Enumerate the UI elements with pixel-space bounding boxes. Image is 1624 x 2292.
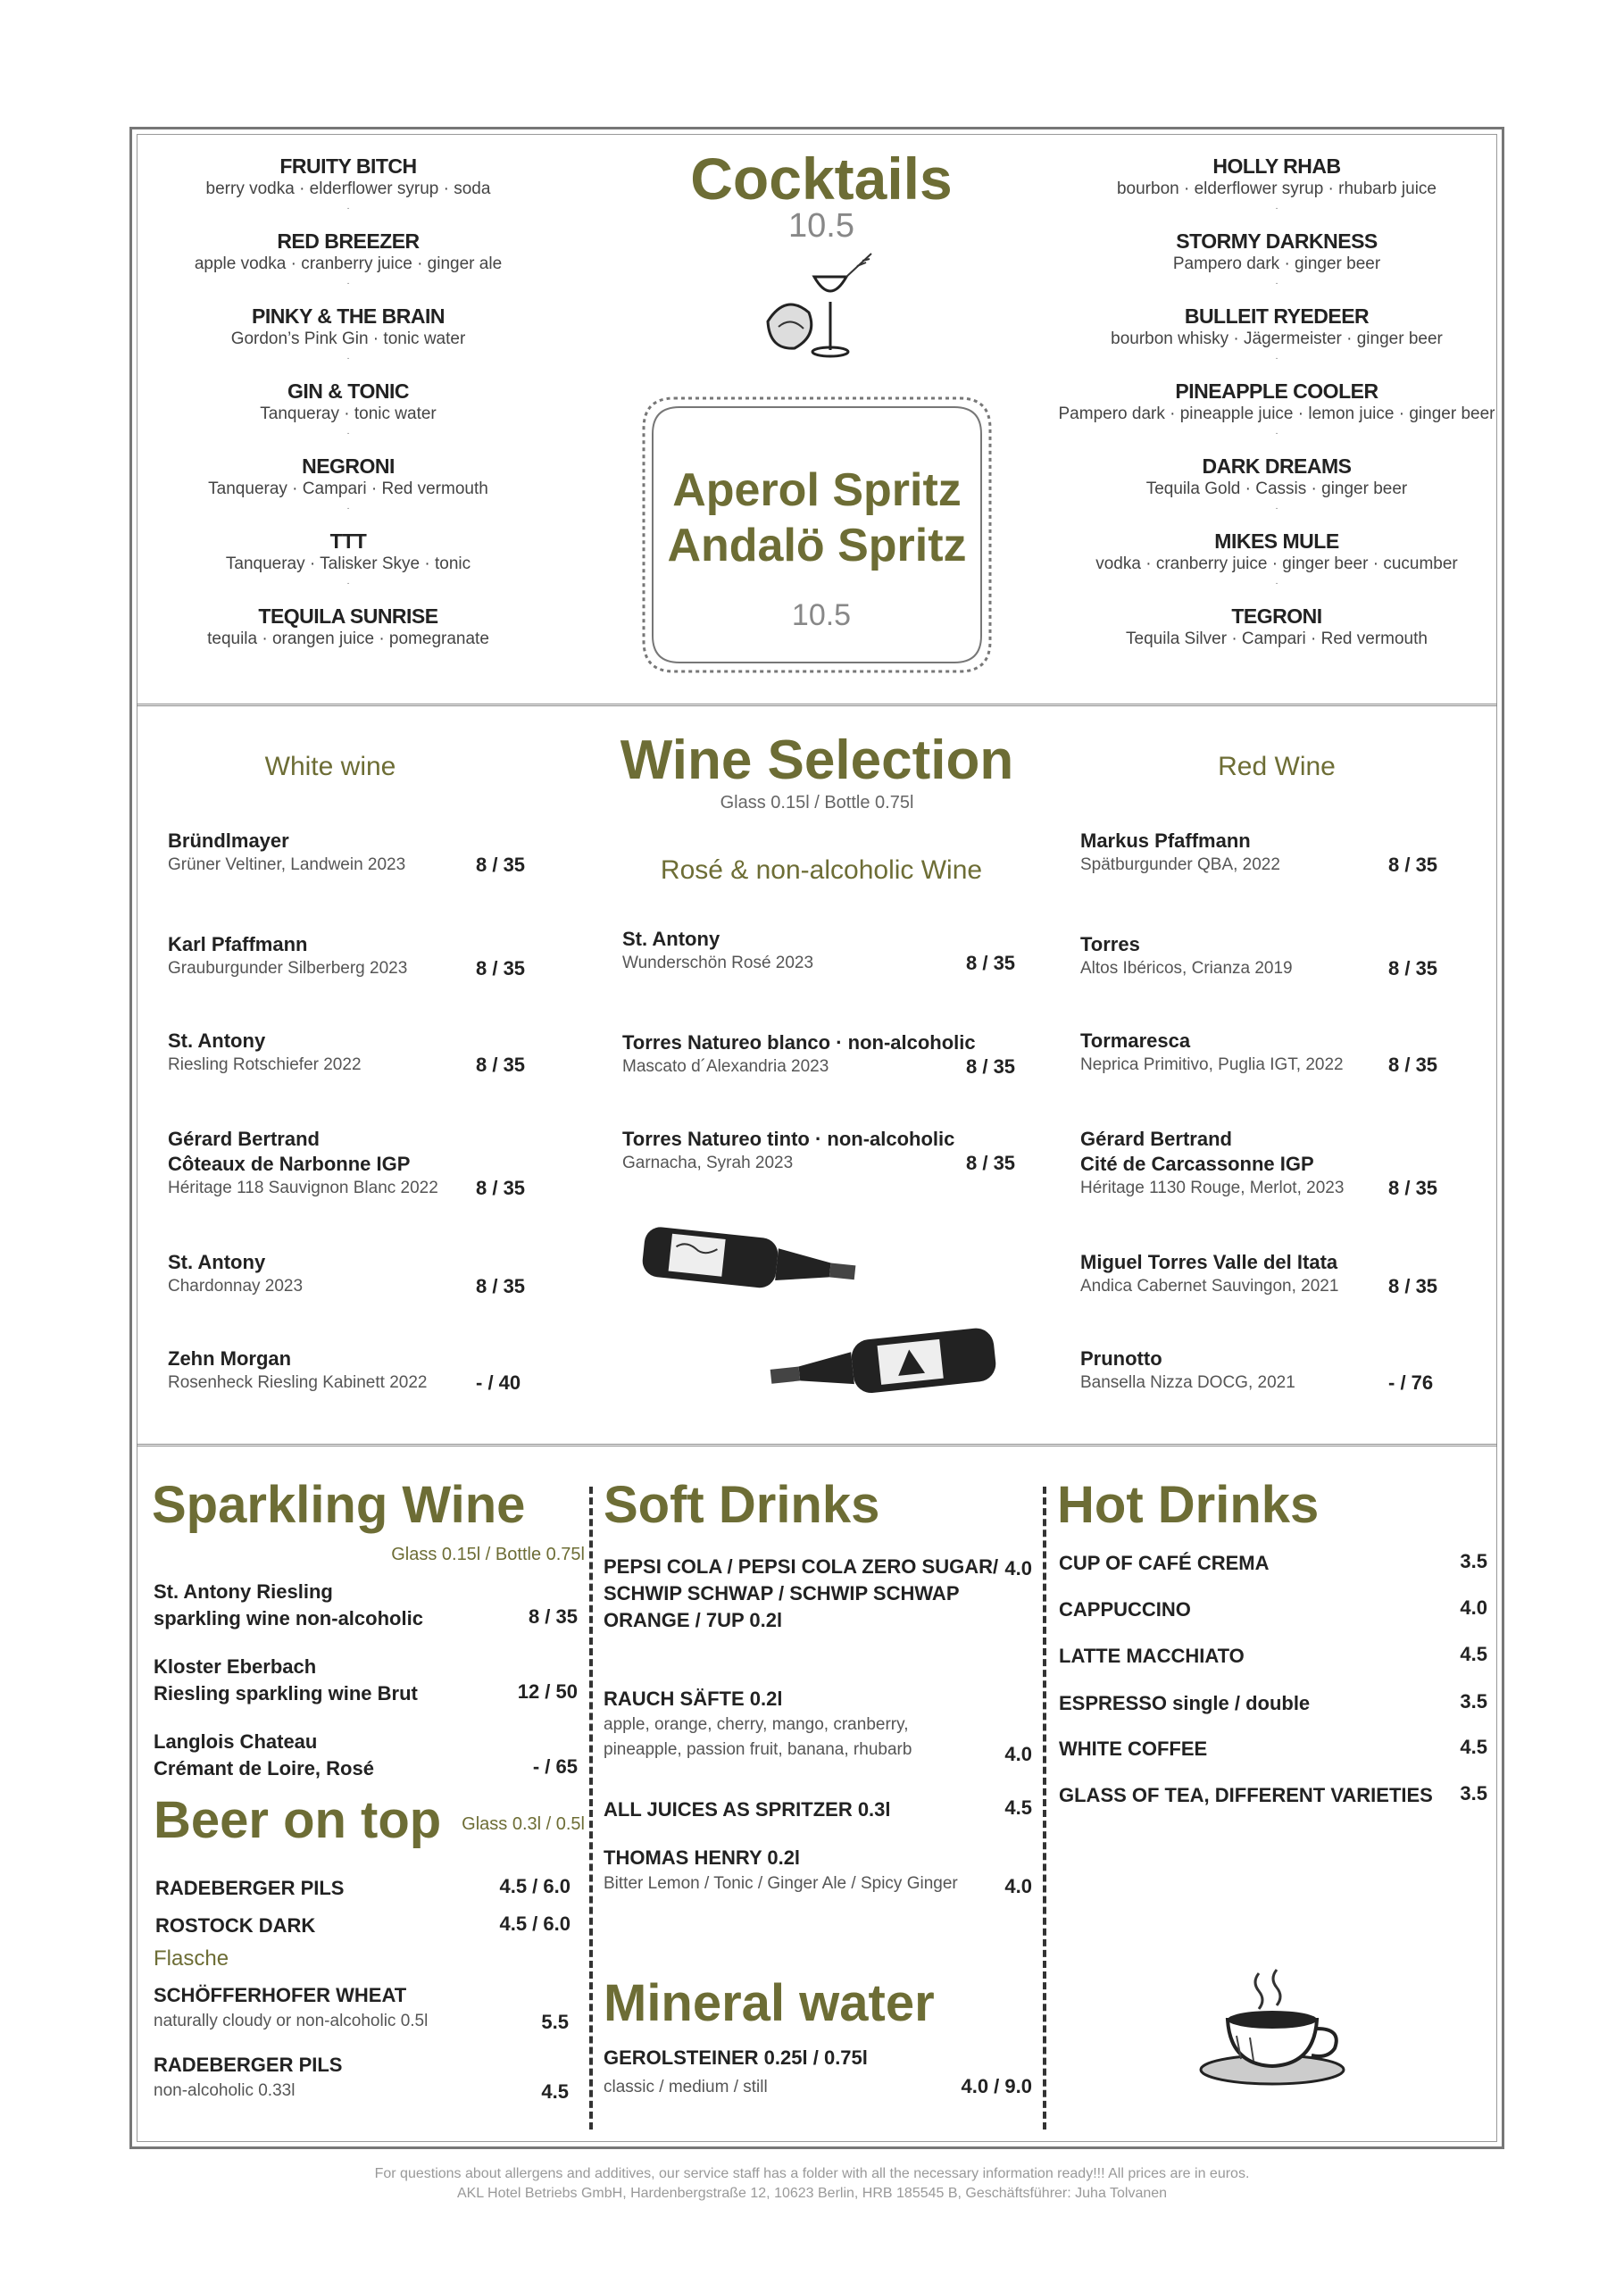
item-price: - / 65 (532, 1755, 578, 1778)
cocktail-desc: Gordon’s Pink Gin · tonic water (230, 329, 466, 348)
item-price: 3.5 (1460, 1550, 1487, 1572)
spritz-price: 10.5 (791, 598, 852, 632)
item-name: St. Antony Riesling (154, 1580, 333, 1603)
cocktail-item (1045, 454, 1509, 500)
item-name-2: Crémant de Loire, Rosé (154, 1757, 374, 1779)
item-name: Kloster Eberbach (154, 1655, 317, 1678)
wine-name: St. Antony (168, 1029, 266, 1052)
wine-name-2: Côteaux de Narbonne IGP (168, 1153, 411, 1175)
wine-name: Miguel Torres Valle del Itata (1080, 1251, 1338, 1273)
beer-item (155, 1913, 570, 1939)
cocktail-name: PINKY & THE BRAIN (252, 304, 445, 328)
sparkling-subtitle: Glass 0.15l / Bottle 0.75l (391, 1545, 585, 1564)
cocktail-desc: Tequila Silver · Campari · Red vermouth (1126, 629, 1428, 648)
cocktail-item (1045, 379, 1509, 425)
cocktail-name: MIKES MULE (1214, 529, 1339, 553)
footer-allergen-note: For questions about allergens and additives, our service staff has a folder with all the necessary information ready!!! All prices are in euros. (374, 2166, 1250, 2181)
beer-item (155, 1875, 570, 1902)
wine-name-2: Cité de Carcassonne IGP (1080, 1153, 1314, 1175)
wine-item (1080, 1127, 1460, 1200)
separator-dot: · (346, 579, 350, 588)
cocktail-item (1045, 229, 1509, 275)
wine-desc: Neprica Primitivo, Puglia IGT, 2022 (1080, 1055, 1344, 1074)
wine-desc: Wunderschön Rosé 2023 (622, 954, 814, 972)
item-price: 12 / 50 (517, 1680, 578, 1703)
hot-drink-item (1059, 1643, 1487, 1670)
item-name: CUP OF CAFÉ CREMA (1059, 1552, 1270, 1574)
item-name: LATTE MACCHIATO (1059, 1645, 1245, 1667)
spritz-line-2: Andalö Spritz (667, 520, 967, 571)
cocktail-desc: berry vodka · elderflower syrup · soda (205, 179, 491, 198)
item-name-2: sparkling wine non-alcoholic (154, 1607, 423, 1629)
wine-desc: Mascato d´Alexandria 2023 (622, 1057, 829, 1076)
wine-price: 8 / 35 (966, 1055, 1016, 1078)
separator-dot: · (1275, 429, 1278, 438)
wine-desc: Chardonnay 2023 (168, 1277, 304, 1296)
cocktail-desc: bourbon whisky · Jägermeister · ginger beer (1111, 329, 1443, 348)
item-price: 4.5 (1460, 1643, 1487, 1665)
spritz-line-1: Aperol Spritz (672, 464, 962, 516)
wine-name: St. Antony (168, 1251, 266, 1273)
wine-price: 8 / 35 (1388, 1275, 1438, 1297)
cocktail-name: TEGRONI (1231, 604, 1322, 628)
coffee-cup-icon (1187, 1964, 1366, 2089)
wine-price: 8 / 35 (476, 1275, 526, 1297)
hot-drink-item (1059, 1782, 1487, 1809)
soft-drink-item (604, 1686, 1032, 1763)
item-price: 4.0 (1460, 1596, 1487, 1619)
item-desc: naturally cloudy or non-alcoholic 0.5l (154, 2012, 429, 2030)
wine-name: Torres Natureo blanco · non-alcoholic (622, 1031, 976, 1054)
cocktail-name: FRUITY BITCH (279, 154, 417, 178)
cocktail-item (116, 454, 580, 500)
wine-price: 8 / 35 (476, 1177, 526, 1199)
cocktail-name: PINEAPPLE COOLER (1175, 379, 1378, 403)
item-price: 3.5 (1460, 1690, 1487, 1713)
item-name: RAUCH SÄFTE 0.2l (604, 1688, 783, 1710)
wine-item (1080, 932, 1460, 980)
cocktail-name: BULLEIT RYEDEER (1184, 304, 1370, 328)
wine-price: 8 / 35 (476, 957, 526, 979)
hot-drink-item (1059, 1550, 1487, 1577)
cocktail-name: TTT (329, 529, 367, 553)
cocktail-desc: Tanqueray · tonic water (260, 404, 437, 423)
item-desc: apple, orange, cherry, mango, cranberry, (604, 1715, 909, 1734)
wine-item (622, 1030, 1037, 1079)
wine-price: 8 / 35 (966, 952, 1016, 974)
item-price: 4.0 (1004, 1875, 1032, 1897)
hot-drink-item (1059, 1596, 1487, 1623)
wine-price: 8 / 35 (476, 1054, 526, 1076)
wine-price: - / 76 (1388, 1371, 1434, 1394)
wine-item (1080, 1029, 1460, 1077)
separator-dot: · (1275, 279, 1278, 288)
item-price: 5.5 (541, 2011, 569, 2033)
separator-dot: · (346, 354, 350, 363)
item-name: GLASS OF TEA, DIFFERENT VARIETIES (1059, 1784, 1433, 1806)
wine-price: 8 / 35 (1388, 1054, 1438, 1076)
item-price: 4.0 / 9.0 (961, 2075, 1032, 2097)
item-desc: non-alcoholic 0.33l (154, 2081, 296, 2100)
item-price: 8 / 35 (528, 1605, 578, 1628)
hot-drinks-title: Hot Drinks (1057, 1476, 1320, 1534)
wine-item (622, 1127, 1037, 1175)
item-desc: classic / medium / still (604, 2078, 768, 2096)
item-name-2: Riesling sparkling wine Brut (154, 1682, 418, 1704)
wine-desc: Altos Ibéricos, Crianza 2019 (1080, 959, 1293, 978)
wine-title: Wine Selection (620, 729, 1014, 791)
separator-dot: · (1275, 504, 1278, 513)
hot-drink-item (1059, 1690, 1487, 1717)
cocktail-item (116, 379, 580, 425)
footer-company-info: AKL Hotel Betriebs GmbH, Hardenbergstraße 12, 10623 Berlin, HRB 185545 B, Geschäftsführer: Juha Tolvanen (456, 2186, 1168, 2201)
soft-drink-item (604, 1554, 1032, 1634)
wine-subtitle: Glass 0.15l / Bottle 0.75l (720, 793, 914, 813)
separator-dot: · (346, 429, 350, 438)
separator-dot: · (1275, 354, 1278, 363)
sparkling-item (154, 1579, 578, 1632)
cocktail-glass-icon (732, 250, 911, 366)
soft-drink-item (604, 1845, 1032, 1896)
wine-desc: Andica Cabernet Sauvingon, 2021 (1080, 1277, 1339, 1296)
cocktail-name: GIN & TONIC (287, 379, 409, 403)
cocktail-item (1045, 529, 1509, 575)
beer-subtitle: Glass 0.3l / 0.5l (462, 1814, 585, 1834)
wine-name: St. Antony (622, 928, 720, 950)
bottle-beer-item (154, 2052, 569, 2104)
item-price: 4.0 (1004, 1557, 1032, 1579)
white-wine-heading: White wine (264, 752, 396, 781)
item-name-3: ORANGE / 7UP 0.2l (604, 1609, 783, 1631)
cocktail-name: TEQUILA SUNRISE (258, 604, 438, 628)
cocktail-item (116, 604, 580, 650)
separator-dot: · (1275, 204, 1278, 213)
cocktail-item (116, 304, 580, 350)
cocktail-name: DARK DREAMS (1202, 454, 1352, 478)
cocktail-item (116, 229, 580, 275)
wine-item (1080, 829, 1460, 877)
wine-item (1080, 1346, 1460, 1395)
wine-desc: Riesling Rotschiefer 2022 (168, 1055, 362, 1074)
rose-heading: Rosé & non-alcoholic Wine (660, 855, 983, 885)
item-price: 4.5 / 6.0 (499, 1875, 570, 1897)
wine-bottle-icon (607, 1219, 893, 1308)
wine-desc: Rosenheck Riesling Kabinett 2022 (168, 1373, 428, 1392)
item-price: 4.5 (541, 2080, 569, 2103)
wine-name: Gérard Bertrand (1080, 1128, 1232, 1150)
wine-name: Torres Natureo tinto · non-alcoholic (622, 1128, 955, 1150)
wine-item (168, 1346, 547, 1395)
cocktail-desc: bourbon · elderflower syrup · rhubarb juice (1116, 179, 1437, 198)
wine-name: Prunotto (1080, 1347, 1162, 1370)
item-name: SCHÖFFERHOFER WHEAT (154, 1984, 407, 2006)
wine-desc: Héritage 118 Sauvignon Blanc 2022 (168, 1179, 438, 1197)
cocktail-name: HOLLY RHAB (1212, 154, 1341, 178)
mineral-water-title: Mineral water (604, 1974, 935, 2032)
wine-item (168, 932, 547, 980)
cocktail-desc: Tequila Gold · Cassis · ginger beer (1145, 479, 1408, 498)
cocktail-name: STORMY DARKNESS (1176, 229, 1378, 253)
wine-desc: Grüner Veltiner, Landwein 2023 (168, 855, 406, 874)
cocktail-desc: Pampero dark · ginger beer (1172, 254, 1381, 273)
wine-name: Torres (1080, 933, 1140, 955)
wine-item (1080, 1250, 1460, 1298)
wine-name: Gérard Bertrand (168, 1128, 320, 1150)
separator-dot: · (1275, 579, 1278, 588)
hot-drink-item (1059, 1736, 1487, 1763)
item-name: Langlois Chateau (154, 1730, 318, 1753)
item-price: 4.5 (1460, 1736, 1487, 1758)
separator-dot: · (346, 204, 350, 213)
bottle-heading: Flasche (154, 1946, 229, 1971)
wine-desc: Garnacha, Syrah 2023 (622, 1154, 794, 1172)
cocktail-item (116, 154, 580, 200)
item-name: ROSTOCK DARK (155, 1914, 316, 1937)
wine-desc: Spätburgunder QBA, 2022 (1080, 855, 1280, 874)
section-divider-1 (137, 704, 1497, 706)
item-name: ESPRESSO single / double (1059, 1692, 1311, 1714)
wine-desc: Bansella Nizza DOCG, 2021 (1080, 1373, 1295, 1392)
item-name: RADEBERGER PILS (154, 2054, 343, 2076)
item-desc: Bitter Lemon / Tonic / Ginger Ale / Spicy Ginger (604, 1874, 958, 1893)
item-name: CAPPUCCINO (1059, 1598, 1191, 1621)
sparkling-item (154, 1729, 578, 1782)
cocktail-desc: apple vodka · cranberry juice · ginger ale (194, 254, 503, 273)
wine-price: - / 40 (476, 1371, 521, 1394)
sparkling-title: Sparkling Wine (152, 1476, 526, 1534)
item-name: PEPSI COLA / PEPSI COLA ZERO SUGAR/ (604, 1555, 999, 1578)
cocktail-desc: Tanqueray · Campari · Red vermouth (208, 479, 488, 498)
cocktails-price: 10.5 (788, 207, 854, 245)
wine-item (168, 1127, 547, 1200)
item-name: ALL JUICES AS SPRITZER 0.3l (604, 1798, 891, 1821)
section-divider-2 (137, 1444, 1497, 1446)
item-price: 4.0 (1004, 1743, 1032, 1765)
wine-item (168, 829, 547, 877)
item-price: 4.5 (1004, 1796, 1032, 1819)
wine-price: 8 / 35 (476, 854, 526, 876)
cocktail-item (1045, 604, 1509, 650)
wine-item (622, 927, 1037, 975)
separator-dot: · (346, 279, 350, 288)
cocktail-item (1045, 154, 1509, 200)
bottle-beer-item (154, 1982, 569, 2034)
wine-desc: Héritage 1130 Rouge, Merlot, 2023 (1080, 1179, 1345, 1197)
item-name: THOMAS HENRY 0.2l (604, 1846, 801, 1869)
wine-name: Karl Pfaffmann (168, 933, 308, 955)
wine-name: Tormaresca (1080, 1029, 1191, 1052)
cocktail-item (1045, 304, 1509, 350)
red-wine-heading: Red Wine (1218, 752, 1336, 781)
separator-dot: · (346, 504, 350, 513)
item-name: RADEBERGER PILS (155, 1877, 345, 1899)
column-divider-2 (1043, 1487, 1046, 2129)
item-price: 4.5 / 6.0 (499, 1913, 570, 1935)
wine-item (168, 1029, 547, 1077)
soft-drink-item (604, 1796, 1032, 1823)
wine-price: 8 / 35 (1388, 854, 1438, 876)
wine-price: 8 / 35 (1388, 1177, 1438, 1199)
cocktail-desc: Pampero dark · pineapple juice · lemon juice · ginger beer (1058, 404, 1495, 423)
item-price: 3.5 (1460, 1782, 1487, 1804)
wine-desc: Grauburgunder Silberberg 2023 (168, 959, 408, 978)
cocktail-desc: tequila · orangen juice · pomegranate (207, 629, 489, 648)
wine-bottle-icon-2 (745, 1321, 1031, 1411)
cocktails-title: Cocktails (690, 146, 953, 212)
wine-name: Zehn Morgan (168, 1347, 292, 1370)
beer-title: Beer on top (154, 1791, 442, 1849)
item-name: GEROLSTEINER 0.25l / 0.75l (604, 2046, 868, 2069)
item-name: WHITE COFFEE (1059, 1738, 1208, 1760)
sparkling-item (154, 1654, 578, 1707)
cocktail-name: NEGRONI (302, 454, 395, 478)
mineral-water-item (604, 2045, 1032, 2100)
wine-price: 8 / 35 (1388, 957, 1438, 979)
column-divider-1 (589, 1487, 593, 2129)
wine-name: Markus Pfaffmann (1080, 829, 1251, 852)
wine-name: Bründlmayer (168, 829, 289, 852)
cocktail-desc: Tanqueray · Talisker Skye · tonic (225, 554, 471, 573)
soft-drinks-title: Soft Drinks (604, 1476, 880, 1534)
item-desc-2: pineapple, passion fruit, banana, rhubarb (604, 1740, 912, 1759)
item-name-2: SCHWIP SCHWAP / SCHWIP SCHWAP (604, 1582, 960, 1604)
cocktail-item (116, 529, 580, 575)
wine-price: 8 / 35 (966, 1152, 1016, 1174)
wine-item (168, 1250, 547, 1298)
cocktail-name: RED BREEZER (277, 229, 420, 253)
cocktail-desc: vodka · cranberry juice · ginger beer · cucumber (1095, 554, 1458, 573)
